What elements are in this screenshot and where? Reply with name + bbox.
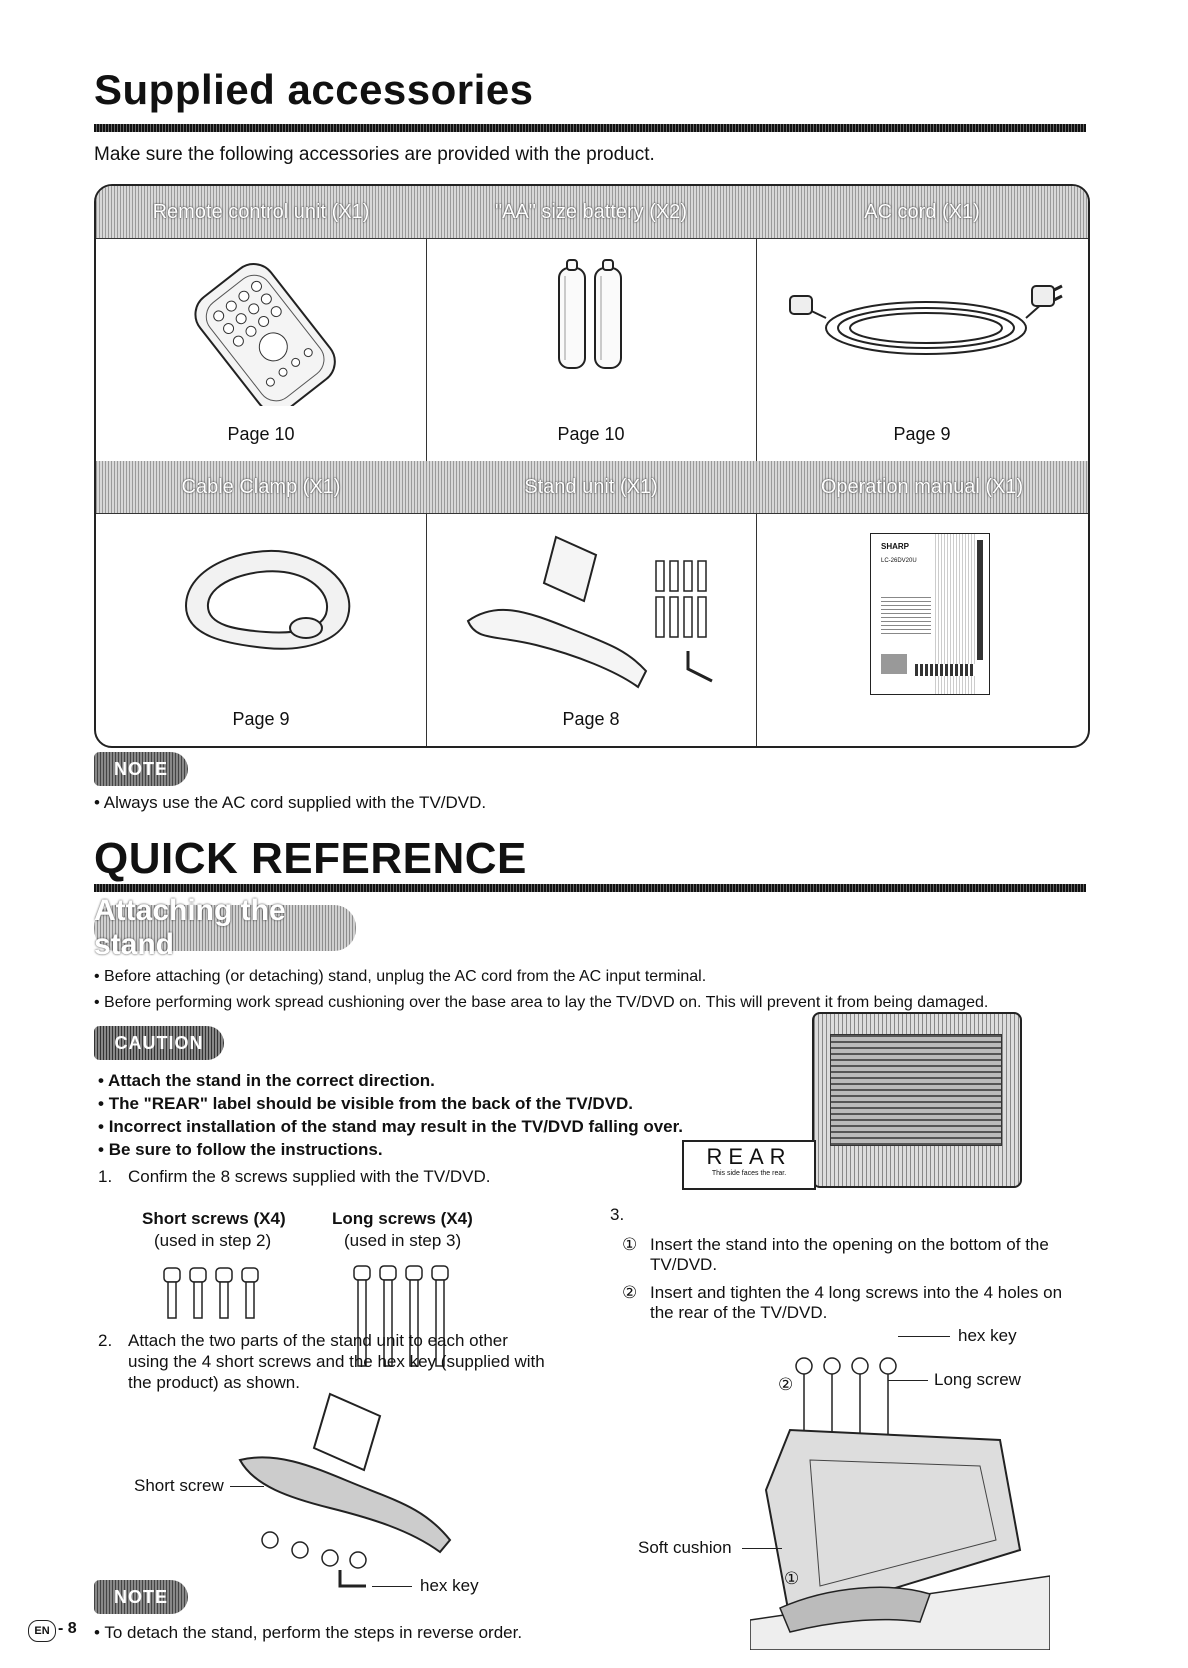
long-screw-callout: Long screw [934,1370,1021,1389]
accessories-table [94,184,1090,748]
accessory-page: Page 8 [562,709,620,729]
tv-stand-install-diagram [750,1350,1050,1650]
rear-label-sub: This side faces the rear. [711,1170,787,1177]
prep-bullet-2: • Before performing work spread cushioning over the base area to lay the TV/DVD on. This will prevent it from being damaged. [94,992,988,1014]
caution-2: • The "REAR" label should be visible from the back of the TV/DVD. [98,1093,633,1115]
accessory-name: AC cord (X1) [756,186,1088,239]
accessory-cell-manual [756,461,1088,746]
step-2-number: 2. [98,1331,113,1350]
step-3b-mark: ② [622,1283,638,1302]
prep-bullet-1: • Before attaching (or detaching) stand, unplug the AC cord from the AC input terminal. [94,966,706,988]
short-screws-icon [160,1264,270,1324]
step-3b-line-2: the rear of the TV/DVD. [650,1303,828,1322]
step-3b-line-1: Insert and tighten the 4 long screws into the 4 holes on [650,1283,1063,1302]
manual-brand: SHARP [881,542,910,551]
step-2-line-1: Attach the two parts of the stand unit to each other [128,1331,508,1350]
accessory-cell-remote [96,186,427,462]
accessory-page: Page 10 [227,424,295,444]
section-heading: Attaching the stand [94,905,356,951]
short-screws-usage: (used in step 2) [154,1231,272,1250]
accessory-cell-stand [426,461,757,746]
long-screws-label: Long screws (X4) [332,1209,473,1228]
step-1-text: Confirm the 8 screws supplied with the TV/DVD. [128,1167,491,1186]
tv-rear-illustration [812,1012,1022,1188]
note-text: • Always use the AC cord supplied with the TV/DVD. [94,792,486,814]
note-2-text: • To detach the stand, perform the steps in reverse order. [94,1622,522,1644]
battery-icon [551,256,631,376]
quick-rule [94,884,1086,892]
rear-label: REAR [706,1144,792,1169]
caution-3: • Incorrect installation of the stand may result in the TV/DVD falling over. [98,1116,683,1138]
hex-key-callout-2: hex key [958,1326,1017,1345]
accessory-name: "AA" size battery (X2) [426,186,756,239]
page-title: Supplied accessories [94,66,534,113]
step-3a-line-1: Insert the stand into the opening on the bottom of the [650,1235,1049,1254]
stand-unit-icon [456,531,736,701]
accessory-page: Page 10 [557,424,625,444]
accessory-cell-cable-clamp [96,461,427,746]
long-screws-usage: (used in step 3) [344,1231,462,1250]
step-1-number: 1. [98,1167,113,1186]
soft-cushion-callout: Soft cushion [638,1538,732,1557]
language-badge: EN [28,1620,56,1642]
step-3a-line-2: TV/DVD. [650,1255,718,1274]
ac-cord-icon [786,266,1066,376]
step-3a-mark: ① [622,1235,638,1254]
accessory-name: Operation manual (X1) [756,461,1088,514]
accessory-cell-battery [426,186,757,462]
step-2-line-3: the product) as shown. [128,1373,300,1392]
caution-1: • Attach the stand in the correct direction. [98,1070,435,1092]
accessory-name: Remote control unit (X1) [96,186,426,239]
quick-reference-title: QUICK REFERENCE [94,834,527,883]
accessory-cell-ac-cord [756,186,1088,462]
cable-clamp-icon [166,536,366,666]
short-screw-callout: Short screw [134,1476,224,1495]
accessory-name: Stand unit (X1) [426,461,756,514]
note-badge: NOTE [94,752,188,786]
caution-badge: CAUTION [94,1026,224,1060]
stand-assembly-diagram [230,1390,470,1590]
note-badge-2: NOTE [94,1580,188,1614]
accessory-page: Page 9 [893,424,951,444]
manual-cover [870,533,990,695]
step-3b-diagram-mark: ② [778,1375,794,1394]
short-screws-label: Short screws (X4) [142,1209,286,1228]
hex-key-callout: hex key [420,1576,479,1595]
rear-label-box [682,1140,816,1190]
intro-text: Make sure the following accessories are provided with the product. [94,144,655,165]
remote-control-icon [176,256,356,406]
caution-4: • Be sure to follow the instructions. [98,1139,383,1161]
accessory-page: Page 9 [232,709,290,729]
step-3-number: 3. [610,1205,625,1224]
accessory-name: Cable Clamp (X1) [96,461,426,514]
step-3a-diagram-mark: ① [784,1569,800,1588]
manual-model: LC-26DV20U [881,558,917,564]
page-number: - 8 [58,1620,77,1637]
step-2-line-2: using the 4 short screws and the hex key (supplied with [128,1352,545,1371]
title-rule [94,124,1086,132]
